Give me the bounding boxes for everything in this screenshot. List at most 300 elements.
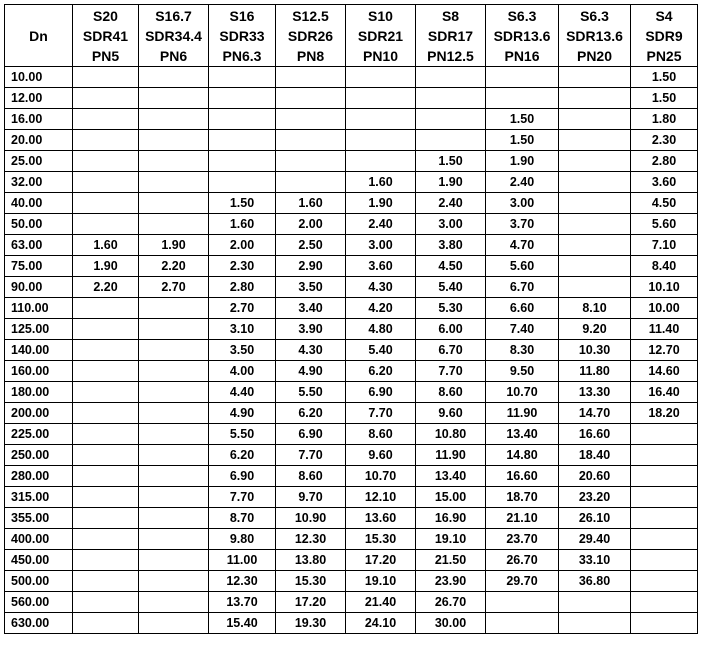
thickness-cell	[73, 487, 139, 508]
thickness-cell: 19.10	[416, 529, 486, 550]
column-header	[486, 5, 559, 67]
thickness-cell: 8.10	[559, 298, 631, 319]
thickness-cell: 18.40	[559, 445, 631, 466]
thickness-cell	[139, 382, 209, 403]
thickness-cell	[209, 109, 276, 130]
thickness-cell	[559, 130, 631, 151]
thickness-cell: 2.00	[276, 214, 346, 235]
thickness-cell: 7.70	[209, 487, 276, 508]
thickness-cell: 7.70	[346, 403, 416, 424]
thickness-cell	[631, 550, 698, 571]
thickness-cell: 26.10	[559, 508, 631, 529]
thickness-cell: 6.70	[486, 277, 559, 298]
thickness-cell	[139, 109, 209, 130]
thickness-cell: 15.30	[346, 529, 416, 550]
thickness-cell: 13.30	[559, 382, 631, 403]
thickness-cell	[139, 130, 209, 151]
thickness-cell: 9.80	[209, 529, 276, 550]
table-row	[5, 298, 698, 319]
thickness-cell: 11.90	[486, 403, 559, 424]
dn-cell: 10.00	[5, 67, 73, 88]
thickness-cell: 8.60	[416, 382, 486, 403]
column-header-sdr-label: SDR41	[82, 27, 129, 44]
thickness-cell	[139, 487, 209, 508]
column-header-pn-label: PN6.3	[222, 47, 262, 64]
thickness-cell	[73, 361, 139, 382]
thickness-cell	[631, 613, 698, 634]
column-header-sdr-label: SDR9	[645, 27, 683, 44]
thickness-cell	[346, 130, 416, 151]
column-header-pn-label: PN25	[646, 47, 682, 64]
dn-cell: 560.00	[5, 592, 73, 613]
column-header-pn-label: PN8	[296, 47, 325, 64]
thickness-cell	[346, 151, 416, 172]
dn-cell: 125.00	[5, 319, 73, 340]
pipe-wall-thickness-table	[4, 4, 698, 634]
column-header-sdr-label: SDR34.4	[145, 27, 202, 44]
thickness-cell	[631, 487, 698, 508]
table-row	[5, 172, 698, 193]
thickness-cell	[209, 67, 276, 88]
thickness-cell	[73, 382, 139, 403]
thickness-cell: 1.90	[486, 151, 559, 172]
thickness-cell: 9.60	[346, 445, 416, 466]
thickness-cell	[346, 88, 416, 109]
thickness-cell: 2.40	[416, 193, 486, 214]
thickness-cell: 6.20	[346, 361, 416, 382]
thickness-cell	[73, 592, 139, 613]
thickness-cell	[559, 277, 631, 298]
table-row	[5, 235, 698, 256]
thickness-cell: 17.20	[346, 550, 416, 571]
thickness-cell: 11.80	[559, 361, 631, 382]
thickness-cell: 6.90	[346, 382, 416, 403]
table-row	[5, 403, 698, 424]
thickness-cell	[486, 592, 559, 613]
dn-cell: 450.00	[5, 550, 73, 571]
thickness-cell: 15.40	[209, 613, 276, 634]
thickness-cell: 2.70	[139, 277, 209, 298]
thickness-cell	[73, 508, 139, 529]
thickness-cell	[73, 466, 139, 487]
thickness-cell: 4.20	[346, 298, 416, 319]
thickness-cell	[139, 193, 209, 214]
thickness-cell	[631, 529, 698, 550]
thickness-cell: 16.60	[486, 466, 559, 487]
thickness-cell	[631, 571, 698, 592]
thickness-cell	[139, 319, 209, 340]
thickness-cell	[276, 151, 346, 172]
table-row	[5, 466, 698, 487]
thickness-cell	[416, 88, 486, 109]
thickness-cell: 18.20	[631, 403, 698, 424]
thickness-cell	[209, 130, 276, 151]
thickness-cell: 14.70	[559, 403, 631, 424]
thickness-cell	[139, 67, 209, 88]
thickness-cell	[559, 151, 631, 172]
thickness-cell: 5.40	[346, 340, 416, 361]
thickness-cell: 2.80	[631, 151, 698, 172]
column-header-pn-label: PN20	[576, 47, 613, 64]
thickness-cell	[73, 550, 139, 571]
thickness-cell: 9.70	[276, 487, 346, 508]
column-header-pn-label: PN10	[362, 47, 399, 64]
dn-cell: 180.00	[5, 382, 73, 403]
thickness-cell: 13.40	[416, 466, 486, 487]
dn-cell: 140.00	[5, 340, 73, 361]
thickness-cell	[631, 592, 698, 613]
thickness-cell: 3.50	[276, 277, 346, 298]
thickness-cell: 6.60	[486, 298, 559, 319]
column-header-s-label: S16.7	[155, 7, 192, 24]
thickness-cell	[559, 172, 631, 193]
thickness-cell: 5.60	[631, 214, 698, 235]
column-header	[276, 5, 346, 67]
thickness-cell	[209, 172, 276, 193]
thickness-cell: 6.00	[416, 319, 486, 340]
thickness-cell	[631, 466, 698, 487]
thickness-cell: 6.90	[276, 424, 346, 445]
thickness-cell	[139, 172, 209, 193]
thickness-cell	[559, 67, 631, 88]
column-header	[346, 5, 416, 67]
column-header-s-label: S20	[93, 7, 118, 24]
dn-cell: 500.00	[5, 571, 73, 592]
thickness-cell	[559, 592, 631, 613]
table-row	[5, 340, 698, 361]
dn-cell: 16.00	[5, 109, 73, 130]
thickness-cell: 1.90	[416, 172, 486, 193]
dn-cell: 400.00	[5, 529, 73, 550]
thickness-cell: 3.00	[416, 214, 486, 235]
thickness-cell: 23.70	[486, 529, 559, 550]
thickness-cell	[209, 88, 276, 109]
column-header-s-label: S16	[229, 7, 255, 24]
dn-cell: 40.00	[5, 193, 73, 214]
thickness-cell: 14.80	[486, 445, 559, 466]
thickness-cell	[139, 550, 209, 571]
thickness-cell: 4.50	[416, 256, 486, 277]
thickness-cell: 13.70	[209, 592, 276, 613]
thickness-cell: 9.50	[486, 361, 559, 382]
thickness-cell: 11.40	[631, 319, 698, 340]
column-header-s-label: S6.3	[507, 7, 537, 24]
column-header-sdr-label: SDR17	[427, 27, 474, 44]
thickness-cell	[139, 445, 209, 466]
thickness-cell: 6.20	[276, 403, 346, 424]
thickness-cell: 5.40	[416, 277, 486, 298]
thickness-cell: 14.60	[631, 361, 698, 382]
column-header-sdr-label: SDR33	[219, 27, 265, 44]
thickness-cell	[346, 67, 416, 88]
column-header	[139, 5, 209, 67]
column-header-pn-label: PN12.5	[427, 47, 474, 64]
thickness-cell: 26.70	[416, 592, 486, 613]
thickness-cell: 7.70	[276, 445, 346, 466]
thickness-cell: 10.30	[559, 340, 631, 361]
dn-cell: 110.00	[5, 298, 73, 319]
thickness-cell: 12.30	[209, 571, 276, 592]
thickness-cell: 15.30	[276, 571, 346, 592]
thickness-cell: 10.70	[346, 466, 416, 487]
table-row	[5, 361, 698, 382]
thickness-cell	[559, 613, 631, 634]
thickness-cell	[276, 88, 346, 109]
dn-cell: 280.00	[5, 466, 73, 487]
thickness-cell: 3.60	[346, 256, 416, 277]
thickness-cell	[73, 130, 139, 151]
thickness-cell	[139, 571, 209, 592]
thickness-cell: 12.30	[276, 529, 346, 550]
table-body	[5, 67, 698, 634]
dn-cell: 63.00	[5, 235, 73, 256]
thickness-cell: 3.90	[276, 319, 346, 340]
dn-cell: 250.00	[5, 445, 73, 466]
thickness-cell	[559, 214, 631, 235]
table-header	[5, 5, 698, 67]
thickness-cell: 29.40	[559, 529, 631, 550]
thickness-cell	[73, 403, 139, 424]
thickness-cell	[139, 340, 209, 361]
thickness-cell: 4.90	[276, 361, 346, 382]
thickness-cell	[139, 361, 209, 382]
thickness-cell	[139, 529, 209, 550]
thickness-cell	[631, 445, 698, 466]
table-row	[5, 88, 698, 109]
thickness-cell: 1.50	[631, 67, 698, 88]
thickness-cell	[276, 172, 346, 193]
thickness-cell: 2.50	[276, 235, 346, 256]
thickness-cell: 1.50	[486, 109, 559, 130]
thickness-cell: 16.90	[416, 508, 486, 529]
table-row	[5, 193, 698, 214]
thickness-cell: 1.50	[631, 88, 698, 109]
table-row	[5, 529, 698, 550]
thickness-cell: 18.70	[486, 487, 559, 508]
thickness-cell	[416, 67, 486, 88]
thickness-cell: 8.30	[486, 340, 559, 361]
thickness-cell: 8.60	[346, 424, 416, 445]
thickness-cell: 21.50	[416, 550, 486, 571]
thickness-cell	[276, 109, 346, 130]
dn-cell: 12.00	[5, 88, 73, 109]
dn-column-header: Dn	[5, 5, 73, 67]
thickness-cell: 3.10	[209, 319, 276, 340]
thickness-cell	[276, 67, 346, 88]
thickness-cell: 7.40	[486, 319, 559, 340]
column-header	[209, 5, 276, 67]
thickness-cell: 26.70	[486, 550, 559, 571]
thickness-cell	[73, 340, 139, 361]
thickness-cell	[631, 424, 698, 445]
thickness-cell: 7.10	[631, 235, 698, 256]
thickness-cell	[73, 571, 139, 592]
table-row	[5, 487, 698, 508]
dn-cell: 160.00	[5, 361, 73, 382]
table-row	[5, 445, 698, 466]
dn-cell: 20.00	[5, 130, 73, 151]
dn-cell: 315.00	[5, 487, 73, 508]
dn-cell: 200.00	[5, 403, 73, 424]
thickness-cell: 1.50	[486, 130, 559, 151]
dn-cell: 225.00	[5, 424, 73, 445]
table-row	[5, 424, 698, 445]
thickness-cell: 10.00	[631, 298, 698, 319]
thickness-cell	[631, 508, 698, 529]
thickness-cell	[73, 319, 139, 340]
thickness-cell: 15.00	[416, 487, 486, 508]
dn-cell: 75.00	[5, 256, 73, 277]
thickness-cell: 1.80	[631, 109, 698, 130]
thickness-cell: 4.70	[486, 235, 559, 256]
thickness-cell: 9.20	[559, 319, 631, 340]
thickness-cell: 10.70	[486, 382, 559, 403]
thickness-cell: 3.70	[486, 214, 559, 235]
thickness-cell	[73, 172, 139, 193]
thickness-cell: 3.40	[276, 298, 346, 319]
column-header	[416, 5, 486, 67]
thickness-cell: 1.90	[139, 235, 209, 256]
thickness-cell: 1.60	[73, 235, 139, 256]
thickness-cell: 19.30	[276, 613, 346, 634]
table-row	[5, 592, 698, 613]
column-header	[559, 5, 631, 67]
header-row	[5, 5, 698, 67]
thickness-cell: 9.60	[416, 403, 486, 424]
table-row	[5, 550, 698, 571]
thickness-cell: 8.40	[631, 256, 698, 277]
thickness-cell: 36.80	[559, 571, 631, 592]
thickness-cell: 12.70	[631, 340, 698, 361]
thickness-cell	[559, 193, 631, 214]
thickness-cell: 4.00	[209, 361, 276, 382]
thickness-cell: 2.80	[209, 277, 276, 298]
thickness-cell: 21.40	[346, 592, 416, 613]
thickness-cell: 2.40	[486, 172, 559, 193]
dn-cell: 50.00	[5, 214, 73, 235]
table-row	[5, 613, 698, 634]
thickness-cell	[139, 88, 209, 109]
thickness-cell	[276, 130, 346, 151]
table-row	[5, 256, 698, 277]
column-header-pn-label: PN6	[159, 47, 188, 64]
thickness-cell: 16.40	[631, 382, 698, 403]
thickness-cell	[73, 424, 139, 445]
thickness-cell: 1.60	[209, 214, 276, 235]
thickness-cell	[559, 88, 631, 109]
thickness-cell: 1.60	[346, 172, 416, 193]
thickness-cell	[139, 592, 209, 613]
column-header-s-label: S6.3	[580, 7, 609, 24]
thickness-cell	[73, 298, 139, 319]
column-header-s-label: S10	[368, 7, 393, 24]
thickness-cell: 13.60	[346, 508, 416, 529]
table-row	[5, 151, 698, 172]
thickness-cell: 11.90	[416, 445, 486, 466]
column-header-s-label: S8	[441, 7, 460, 24]
thickness-cell: 6.20	[209, 445, 276, 466]
column-header-pn-label: PN16	[504, 47, 540, 64]
dn-cell: 32.00	[5, 172, 73, 193]
thickness-cell: 4.80	[346, 319, 416, 340]
thickness-cell: 2.30	[631, 130, 698, 151]
thickness-cell: 3.00	[346, 235, 416, 256]
table-row	[5, 130, 698, 151]
thickness-cell	[559, 256, 631, 277]
thickness-cell: 19.10	[346, 571, 416, 592]
thickness-cell: 3.60	[631, 172, 698, 193]
thickness-cell: 10.90	[276, 508, 346, 529]
thickness-cell	[416, 109, 486, 130]
thickness-cell: 2.20	[73, 277, 139, 298]
thickness-cell	[559, 235, 631, 256]
column-header-sdr-label: SDR13.6	[566, 27, 623, 44]
dn-cell: 25.00	[5, 151, 73, 172]
thickness-cell: 13.40	[486, 424, 559, 445]
thickness-cell: 8.70	[209, 508, 276, 529]
thickness-cell	[73, 88, 139, 109]
thickness-cell: 1.90	[73, 256, 139, 277]
dn-cell: 355.00	[5, 508, 73, 529]
thickness-cell: 10.80	[416, 424, 486, 445]
table-row	[5, 571, 698, 592]
pipe-dimension-table-container	[4, 4, 698, 634]
thickness-cell: 3.00	[486, 193, 559, 214]
thickness-cell	[416, 130, 486, 151]
table-row	[5, 382, 698, 403]
column-header-sdr-label: SDR13.6	[493, 27, 551, 44]
thickness-cell	[209, 151, 276, 172]
table-row	[5, 67, 698, 88]
thickness-cell: 6.90	[209, 466, 276, 487]
thickness-cell: 33.10	[559, 550, 631, 571]
thickness-cell: 12.10	[346, 487, 416, 508]
column-header-s-label: S12.5	[292, 7, 329, 24]
thickness-cell: 11.00	[209, 550, 276, 571]
thickness-cell	[73, 613, 139, 634]
column-header	[631, 5, 698, 67]
thickness-cell	[73, 214, 139, 235]
thickness-cell: 4.40	[209, 382, 276, 403]
thickness-cell: 5.60	[486, 256, 559, 277]
thickness-cell: 20.60	[559, 466, 631, 487]
thickness-cell: 2.30	[209, 256, 276, 277]
thickness-cell	[73, 109, 139, 130]
table-row	[5, 214, 698, 235]
thickness-cell: 1.50	[416, 151, 486, 172]
thickness-cell: 16.60	[559, 424, 631, 445]
thickness-cell	[559, 109, 631, 130]
thickness-cell: 4.90	[209, 403, 276, 424]
thickness-cell: 10.10	[631, 277, 698, 298]
thickness-cell	[73, 67, 139, 88]
thickness-cell	[139, 424, 209, 445]
thickness-cell	[73, 193, 139, 214]
thickness-cell: 2.20	[139, 256, 209, 277]
table-row	[5, 109, 698, 130]
dn-cell: 630.00	[5, 613, 73, 634]
thickness-cell: 8.60	[276, 466, 346, 487]
thickness-cell: 5.50	[209, 424, 276, 445]
thickness-cell: 2.90	[276, 256, 346, 277]
table-row	[5, 508, 698, 529]
thickness-cell	[486, 67, 559, 88]
thickness-cell: 24.10	[346, 613, 416, 634]
column-header-pn-label: PN5	[91, 47, 120, 64]
thickness-cell	[139, 508, 209, 529]
thickness-cell: 23.20	[559, 487, 631, 508]
thickness-cell	[346, 109, 416, 130]
